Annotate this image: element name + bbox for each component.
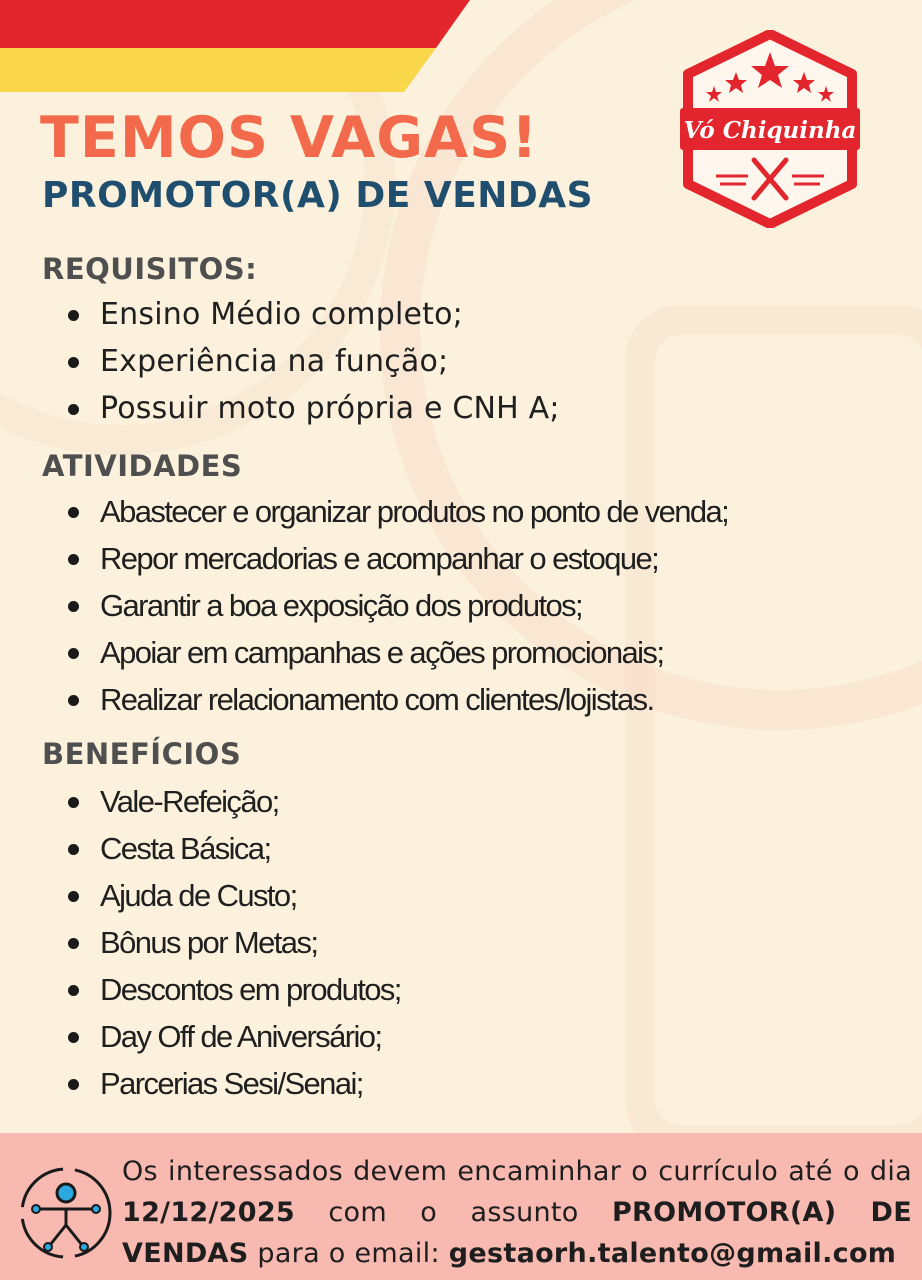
job-title: PROMOTOR(A) DE VENDAS [42,175,594,216]
deadline-date: 12/12/2025 [122,1197,296,1228]
list-item: Vale-Refeição; [0,778,401,825]
bullet-icon [68,648,79,659]
list-item: Abastecer e organizar produtos no ponto de venda; [0,488,728,535]
list-item: Descontos em produtos; [0,966,401,1013]
list-item: Repor mercadorias e acompanhar o estoque; [0,535,728,582]
top-stripes [0,0,470,100]
list-item: Apoiar em campanhas e ações promocionais; [0,629,728,676]
list-item: Possuir moto própria e CNH A; [0,385,560,432]
list-item: Realizar relacionamento com clientes/lojistas. [0,676,728,723]
list-item: Day Off de Aniversário; [0,1013,401,1060]
list-item: Cesta Básica; [0,825,401,872]
bullet-icon [68,507,79,518]
list-item: Experiência na função; [0,338,560,385]
requisitos-list [0,291,560,432]
accessibility-icon [18,1165,114,1261]
svg-text:Vó Chiquinha: Vó Chiquinha [683,117,857,144]
list-item: Garantir a boa exposição dos produtos; [0,582,728,629]
bullet-icon [68,938,79,949]
bullet-icon [68,554,79,565]
bullet-icon [68,357,79,368]
requisitos-heading: REQUISITOS: [42,252,258,286]
bullet-icon [68,1032,79,1043]
page-title: TEMOS VAGAS! [40,105,539,171]
application-instructions: Os interessados devem encaminhar o currículo até o dia 12/12/2025 com o assunto PROMOTOR(A) DE VENDAS para o email: gestaorh.talento@gmail.com [122,1156,912,1269]
list-item: Bônus por Metas; [0,919,401,966]
bullet-icon [68,891,79,902]
bullet-icon [68,310,79,321]
bullet-icon [68,695,79,706]
beneficios-heading: BENEFÍCIOS [42,737,242,771]
bullet-icon [68,844,79,855]
bullet-icon [68,797,79,808]
contact-email[interactable]: gestaorh.talento@gmail.com [448,1238,897,1269]
vo-chiquinha-logo [676,30,864,228]
list-item: Ajuda de Custo; [0,872,401,919]
bullet-icon [68,985,79,996]
beneficios-list [0,778,401,1107]
email-subject: PROMOTOR(A) DE VENDAS [122,1197,912,1269]
atividades-heading: ATIVIDADES [42,449,243,483]
footer-banner [0,1133,922,1280]
list-item: Ensino Médio completo; [0,291,560,338]
bullet-icon [68,404,79,415]
bullet-icon [68,1079,79,1090]
list-item: Parcerias Sesi/Senai; [0,1060,401,1107]
bullet-icon [68,601,79,612]
atividades-list [0,488,728,723]
